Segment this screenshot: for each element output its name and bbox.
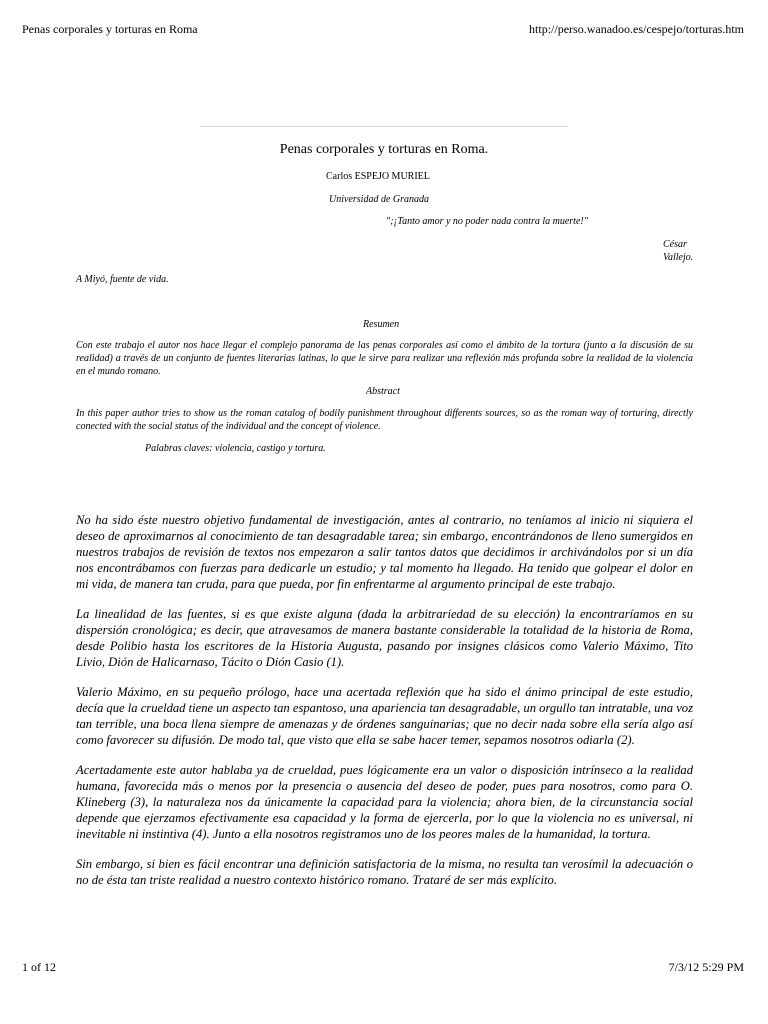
- body-paragraph: La linealidad de las fuentes, si es que existe alguna (dada la arbitrariedad de su elección) la encontraríamos en su dispersión cronológica; es decir, que atravesamos de manera bastante considerable la totalidad de la historia de Roma, desde Polibio hasta los escritores de la Historia Augusta, pasando por insignes clásicos como Valerio Máximo, Tito Livio, Dión de Halicarnaso, Tácito o Dión Casio (1).: [76, 607, 693, 669]
- body-paragraph: Sin embargo, si bien es fácil encontrar una definición satisfactoria de la misma, no resulta tan verosímil la adecuación o no de ésta tan triste realidad a nuestro contexto histórico romano. Trataré de ser más explícito.: [76, 857, 693, 887]
- body-paragraph: Acertadamente este autor hablaba ya de crueldad, pues lógicamente era un valor o disposición intrínseco a la realidad humana, favorecida más o menos por la presencia o ausencia del deseo de poder, pues para nosotros, como para O. Klineberg (3), la naturaleza nos da únicamente la capacidad para la violencia; ahora bien, de la circunstancia social depende que ejerzamos efectivamente esa capacidad y la forma de ejercerla, por lo que la violencia no es universal, ni inevitable ni instintiva (4). Junto a ella nosotros registramos uno de los peores males de la humanidad, la tortura.: [76, 763, 693, 841]
- body-paragraph: Valerio Máximo, en su pequeño prólogo, hace una acertada reflexión que ha sido el ánimo principal de este estudio, decía que la crueldad tiene un aspecto tan espantoso, una apariencia tan desagradable, un orgullo tan intratable, una voz tan terrible, una boca llena siempre de amenazas y de órdenes sanguinarias; que no decir nada sobre ella sería algo así como favorecer su difusión. De modo tal, que visto que ella se sabe hacer temer, sepamos nosotros odiarla (2).: [76, 685, 693, 747]
- resumen-text: Con este trabajo el autor nos hace llegar el complejo panorama de las penas corporales así como el ámbito de la tortura (junto a la discusión de su realidad) a través de un conjunto de fuentes literarias latinas, lo que le sirve para realizar una reflexión más profunda sobre la realidad de la violencia en el mundo romano.: [76, 340, 693, 377]
- keywords: Palabras claves: violencia, castigo y tortura.: [145, 443, 326, 454]
- epigraph-quote: ";¡Tanto amor y no poder nada contra la muerte!": [386, 216, 588, 227]
- article-title: Penas corporales y torturas en Roma.: [279, 142, 489, 157]
- page-count: 1 of 12: [22, 960, 56, 974]
- author-name: Carlos ESPEJO MURIEL: [326, 171, 430, 182]
- horizontal-rule: [200, 126, 568, 127]
- abstract-heading: Abstract: [366, 386, 400, 397]
- body-paragraph: No ha sido éste nuestro objetivo fundamental de investigación, antes al contrario, no teníamos al inicio ni siquiera el deseo de aproximarnos al conocimiento de tan desagradable tarea; sin embargo, encontrándonos de lleno sumergidos en nuestros trabajos de revisión de textos nos empezaron a salir tantos datos que decidimos ir archivándolos por si un día nos encontrábamos con fuerzas para dedicarle un estudio; y tal momento ha llegado. Ha tenido que golpear el dolor en mi vida, de manera tan cruda, para que pueda, por fin enfrentarme al argumento principal de este trabajo.: [76, 513, 693, 591]
- print-header-url: http://perso.wanadoo.es/cespejo/torturas.htm: [529, 22, 744, 36]
- abstract-text: In this paper author tries to show us the roman catalog of bodily punishment throughout differents sources, so as the roman way of torturing, directly conected with the social status of the individual and the concept of violence.: [76, 408, 693, 432]
- print-header-title: Penas corporales y torturas en Roma: [22, 22, 198, 36]
- epigraph-author: [663, 238, 693, 264]
- epigraph-author-last: Vallejo.: [663, 252, 694, 263]
- print-timestamp: 7/3/12 5:29 PM: [668, 960, 744, 974]
- epigraph-author-first: César: [663, 239, 687, 250]
- article-body: [76, 512, 693, 902]
- dedication: A Miyó, fuente de vida.: [76, 274, 169, 285]
- resumen-heading: Resumen: [363, 319, 400, 330]
- author-affiliation: Universidad de Granada: [329, 194, 429, 205]
